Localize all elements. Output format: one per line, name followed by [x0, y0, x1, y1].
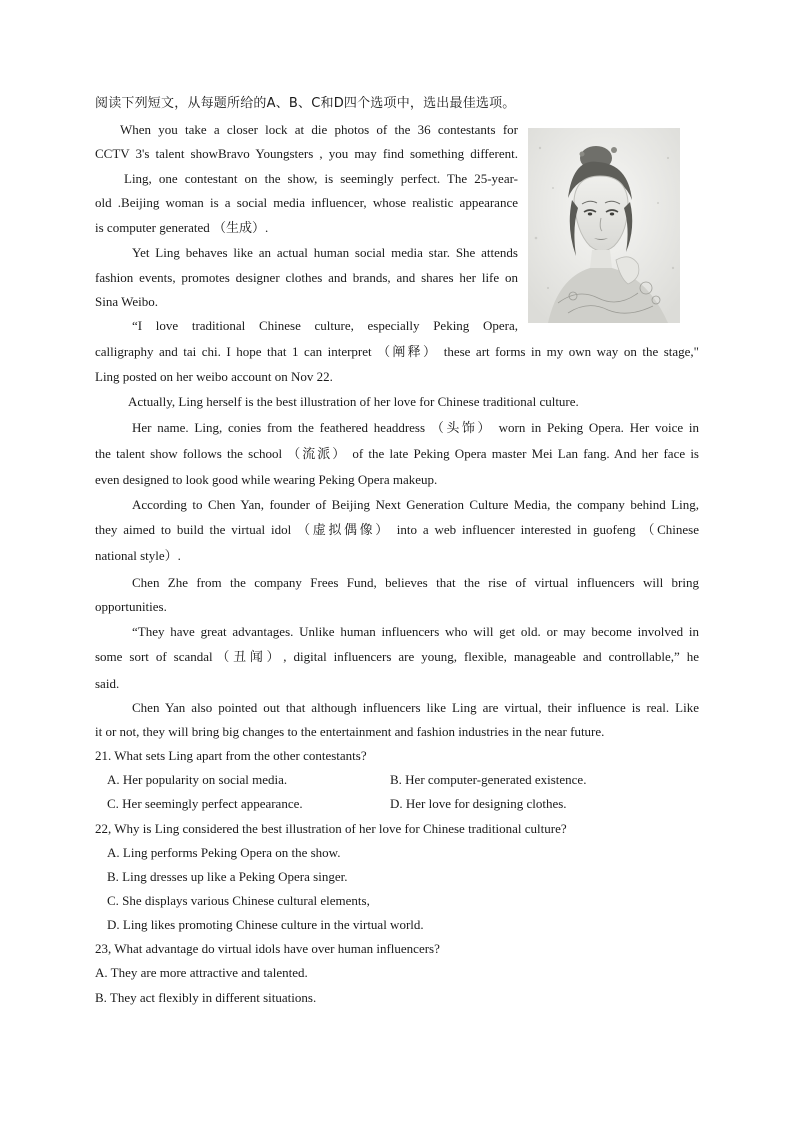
question-22-option-c[interactable]: C. She displays various Chinese cultural elements, [107, 893, 370, 908]
question-21-option-d[interactable]: D. Her love for designing clothes. [390, 796, 567, 811]
question-21-option-c[interactable]: C. Her seemingly perfect appearance. [107, 796, 303, 811]
passage-p6-line2: the talent show follows the school （流派） of the late Peking Opera master Mei Lan fang. And her face is [95, 446, 699, 461]
passage-p5-line1: Actually, Ling herself is the best illustration of her love for Chinese traditional culture. [128, 394, 579, 409]
passage-p3-line2: fashion events, promotes designer clothes and brands, and shares her life on [95, 270, 518, 285]
passage-p10-line2: it or not, they will bring big changes to the entertainment and fashion industries in the near future. [95, 724, 605, 739]
passage-p1-line2: CCTV 3's talent showBravo Youngsters , you may find something different. [95, 146, 518, 161]
passage-p6-line3: even designed to look good while wearing Peking Opera makeup. [95, 472, 438, 487]
question-23-stem: 23, What advantage do virtual idols have over human influencers? [95, 941, 440, 956]
passage-p3-line3: Sina Weibo. [95, 294, 158, 309]
ling-portrait-image [528, 128, 680, 323]
instruction-text: 阅读下列短文，从每题所给的A、B、C和D四个选项中，选出最佳选项。 [95, 96, 516, 111]
passage-p2-line2: old .Beijing woman is a social media influencer, whose realistic appearance [95, 195, 518, 210]
question-22-option-d[interactable]: D. Ling likes promoting Chinese culture in the virtual world. [107, 917, 424, 932]
passage-p1-line1: When you take a closer lock at die photos of the 36 contestants for [120, 122, 518, 137]
passage-p10-line1: Chen Yan also pointed out that although influencers like Ling are virtual, their influence is real. Like [132, 700, 699, 715]
portrait-drawing [528, 128, 680, 323]
passage-p6-line1: Her name. Ling, conies from the feathered headdress （头饰） worn in Peking Opera. Her voice in [132, 420, 699, 435]
passage-p9-line2: some sort of scandal（丑闻）, digital influencers are young, flexible, manageable and controllable,” he [95, 649, 699, 664]
passage-p4-line3: Ling posted on her weibo account on Nov 22. [95, 369, 333, 384]
passage-p4-line2: calligraphy and tai chi. I hope that 1 can interpret （阐释） these art forms in my own way on the stage," [95, 344, 699, 359]
question-23-option-b[interactable]: B. They act flexibly in different situations. [95, 990, 317, 1005]
question-23-option-a[interactable]: A. They are more attractive and talented. [95, 965, 308, 980]
passage-p8-line2: opportunities. [95, 599, 167, 614]
question-22-stem: 22, Why is Ling considered the best illustration of her love for Chinese traditional culture? [95, 821, 567, 836]
passage-p2-line1: Ling, one contestant on the show, is seemingly perfect. The 25-year- [124, 171, 518, 186]
passage-p9-line3: said. [95, 676, 120, 691]
question-21-option-b[interactable]: B. Her computer-generated existence. [390, 772, 587, 787]
question-21-option-a[interactable]: A. Her popularity on social media. [107, 772, 288, 787]
passage-p7-line1: According to Chen Yan, founder of Beijing Next Generation Culture Media, the company behind Ling, [132, 497, 699, 512]
question-21-stem: 21. What sets Ling apart from the other contestants? [95, 748, 367, 763]
passage-p8-line1: Chen Zhe from the company Frees Fund, believes that the rise of virtual influencers will bring [132, 575, 699, 590]
passage-p2-line3: is computer generated （生成）. [95, 220, 269, 235]
passage-p3-line1: Yet Ling behaves like an actual human social media star. She attends [132, 245, 518, 260]
question-22-option-b[interactable]: B. Ling dresses up like a Peking Opera singer. [107, 869, 348, 884]
question-22-option-a[interactable]: A. Ling performs Peking Opera on the show. [107, 845, 341, 860]
passage-p7-line2: they aimed to build the virtual idol （虚拟偶像） into a web influencer interested in guofeng （Chinese [95, 522, 699, 537]
passage-p7-line3: national style）. [95, 548, 181, 563]
passage-p9-line1: “They have great advantages. Unlike human influencers who will get old. or may become involved in [132, 624, 699, 639]
passage-p4-line1: “I love traditional Chinese culture, especially Peking Opera, [132, 318, 518, 333]
